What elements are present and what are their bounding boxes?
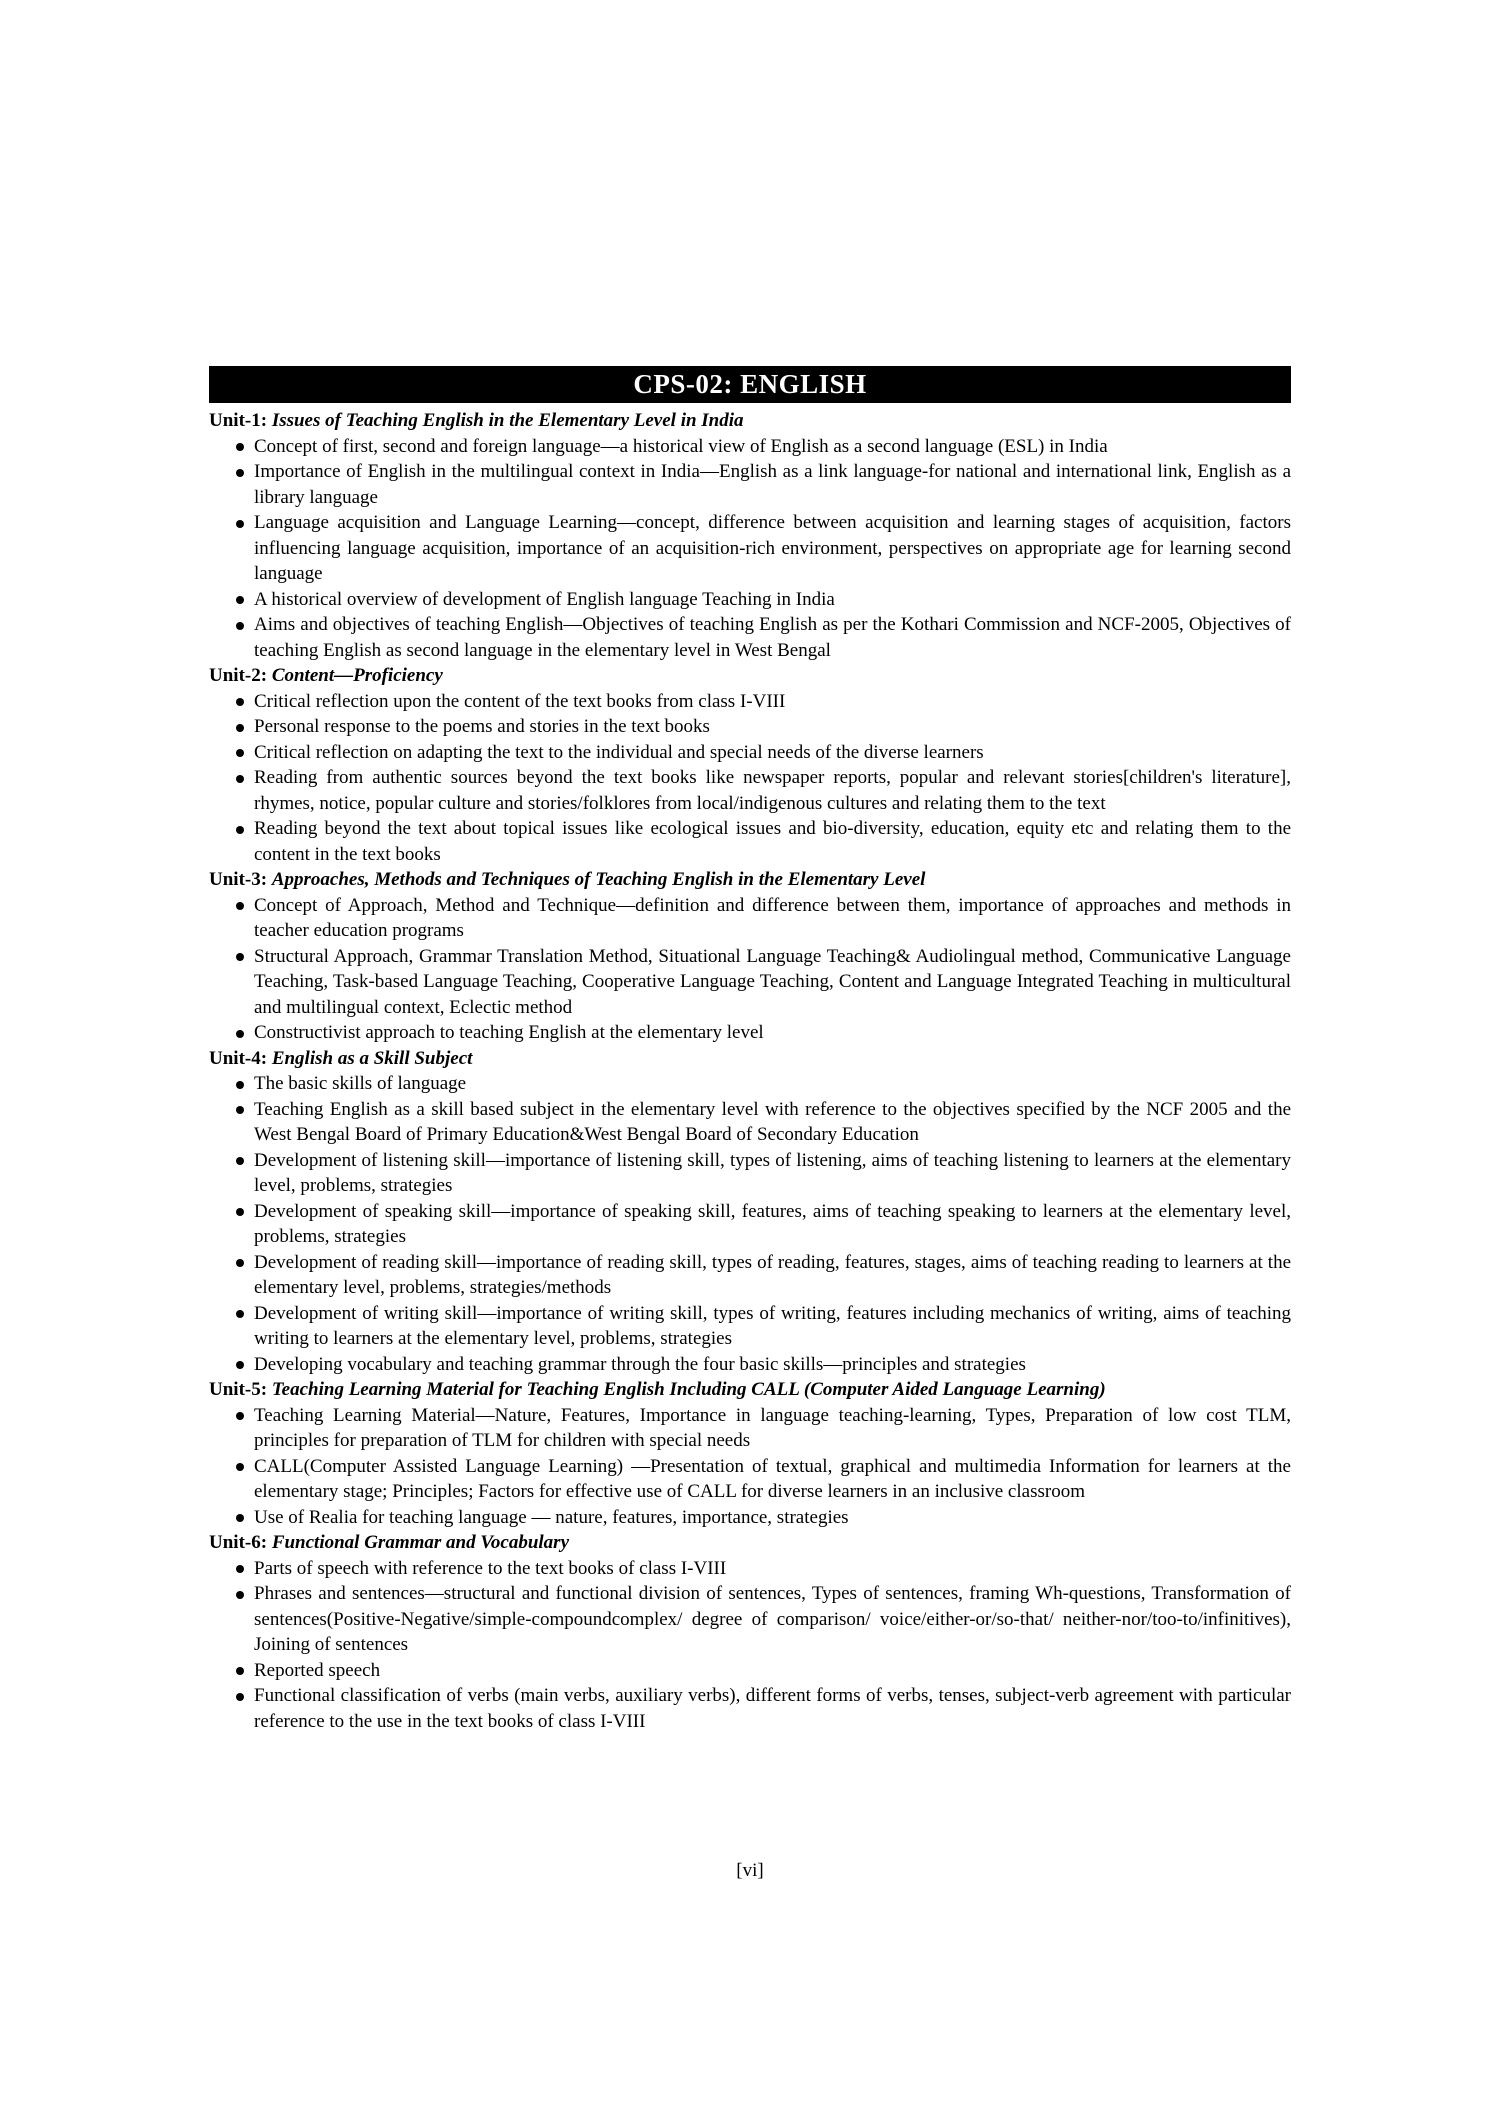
bullet-item: Phrases and sentences—structural and functional division of sentences, Types of sentences, framing Wh-questions, Transformation of sentences(Positive-Negative/simple-compoundcomplex/ degree of comparison/ voice/either-or/so-that/ neither-nor/too-to/infinitives), Joining of sentences: [209, 1581, 1291, 1658]
bullet-item: Development of speaking skill—importance of speaking skill, features, aims of teaching speaking to learners at the elementary level, problems, strategies: [209, 1199, 1291, 1250]
bullet-item: Teaching English as a skill based subject in the elementary level with reference to the objectives specified by the NCF 2005 and the West Bengal Board of Primary Education&West Bengal Board of Secondary Education: [209, 1097, 1291, 1148]
bullet-item: Concept of Approach, Method and Technique—definition and difference between them, importance of approaches and methods in teacher education programs: [209, 893, 1291, 944]
unit-heading: [209, 663, 1291, 689]
unit-heading: [209, 1046, 1291, 1072]
bullet-item: Reading from authentic sources beyond the text books like newspaper reports, popular and relevant stories[children's literature], rhymes, notice, popular culture and stories/folklores from local/indigenous cultures and relating them to the text: [209, 765, 1291, 816]
unit-section: [209, 1046, 1291, 1378]
unit-heading: [209, 1530, 1291, 1556]
bullet-item: Functional classification of verbs (main verbs, auxiliary verbs), different forms of verbs, tenses, subject-verb agreement with particular reference to the use in the text books of class I-VIII: [209, 1683, 1291, 1734]
bullet-item: CALL(Computer Assisted Language Learning) —Presentation of textual, graphical and multimedia Information for learners at the elementary stage; Principles; Factors for effective use of CALL for diverse learners in an inclusive classroom: [209, 1454, 1291, 1505]
bullet-list: [209, 689, 1291, 868]
bullet-item: Reading beyond the text about topical issues like ecological issues and bio-diversity, education, equity etc and relating them to the content in the text books: [209, 816, 1291, 867]
bullet-item: Development of listening skill—importance of listening skill, types of listening, aims of teaching listening to learners at the elementary level, problems, strategies: [209, 1148, 1291, 1199]
bullet-item: Development of reading skill—importance of reading skill, types of reading, features, stages, aims of teaching reading to learners at the elementary level, problems, strategies/methods: [209, 1250, 1291, 1301]
units-container: [209, 408, 1291, 1734]
bullet-list: [209, 1403, 1291, 1531]
unit-label: Unit-3:: [209, 869, 268, 890]
unit-section: [209, 663, 1291, 867]
unit-label: Unit-1:: [209, 410, 268, 431]
bullet-item: Importance of English in the multilingual context in India—English as a link language-for national and international link, English as a library language: [209, 459, 1291, 510]
unit-title: Teaching Learning Material for Teaching English Including CALL (Computer Aided Language Learning): [271, 1379, 1106, 1400]
bullet-item: Reported speech: [209, 1658, 1291, 1684]
bullet-item: Critical reflection on adapting the text to the individual and special needs of the diverse learners: [209, 740, 1291, 766]
unit-label: Unit-6:: [209, 1532, 268, 1553]
bullet-item: Teaching Learning Material—Nature, Features, Importance in language teaching-learning, Types, Preparation of low cost TLM, principles for preparation of TLM for children with special needs: [209, 1403, 1291, 1454]
bullet-item: Use of Realia for teaching language — nature, features, importance, strategies: [209, 1505, 1291, 1531]
bullet-list: [209, 434, 1291, 664]
bullet-item: Aims and objectives of teaching English—Objectives of teaching English as per the Kothari Commission and NCF-2005, Objectives of teaching English as second language in the elementary level in West Bengal: [209, 612, 1291, 663]
unit-section: [209, 867, 1291, 1046]
bullet-item: Concept of first, second and foreign language—a historical view of English as a second language (ESL) in India: [209, 434, 1291, 460]
bullet-item: Language acquisition and Language Learning—concept, difference between acquisition and learning stages of acquisition, factors influencing language acquisition, importance of an acquisition-rich environment, perspectives on appropriate age for learning second language: [209, 510, 1291, 587]
bullet-item: Parts of speech with reference to the text books of class I-VIII: [209, 1556, 1291, 1582]
bullet-item: Critical reflection upon the content of the text books from class I-VIII: [209, 689, 1291, 715]
bullet-item: The basic skills of language: [209, 1071, 1291, 1097]
unit-label: Unit-2:: [209, 665, 268, 686]
unit-title: English as a Skill Subject: [271, 1047, 473, 1069]
unit-title: Content—Proficiency: [271, 665, 443, 686]
bullet-item: Personal response to the poems and stories in the text books: [209, 714, 1291, 740]
course-title: CPS-02: ENGLISH: [633, 369, 867, 399]
bullet-item: Constructivist approach to teaching English at the elementary level: [209, 1020, 1291, 1046]
page: [209, 0, 1291, 1734]
unit-title: Approaches, Methods and Techniques of Teaching English in the Elementary Level: [271, 869, 926, 890]
unit-heading: [209, 408, 1291, 434]
unit-heading: [209, 867, 1291, 893]
bullet-list: [209, 1556, 1291, 1735]
page-number: [vi]: [736, 1860, 764, 1881]
unit-title: Issues of Teaching English in the Elementary Level in India: [271, 410, 744, 431]
unit-section: [209, 408, 1291, 663]
unit-heading: [209, 1377, 1291, 1403]
unit-title: Functional Grammar and Vocabulary: [271, 1532, 570, 1553]
course-header-bar: [209, 366, 1291, 403]
unit-section: [209, 1377, 1291, 1530]
bullet-list: [209, 893, 1291, 1046]
bullet-item: Developing vocabulary and teaching grammar through the four basic skills—principles and strategies: [209, 1352, 1291, 1378]
bullet-item: Development of writing skill—importance of writing skill, types of writing, features including mechanics of writing, aims of teaching writing to learners at the elementary level, problems, strategies: [209, 1301, 1291, 1352]
unit-section: [209, 1530, 1291, 1734]
bullet-item: Structural Approach, Grammar Translation Method, Situational Language Teaching& Audiolingual method, Communicative Language Teaching, Task-based Language Teaching, Cooperative Language Teaching, Content and Language Integrated Teaching in multicultural and multilingual context, Eclectic method: [209, 944, 1291, 1021]
bullet-item: A historical overview of development of English language Teaching in India: [209, 587, 1291, 613]
unit-label: Unit-4:: [209, 1047, 268, 1069]
unit-label: Unit-5:: [209, 1379, 268, 1400]
bullet-list: [209, 1071, 1291, 1377]
